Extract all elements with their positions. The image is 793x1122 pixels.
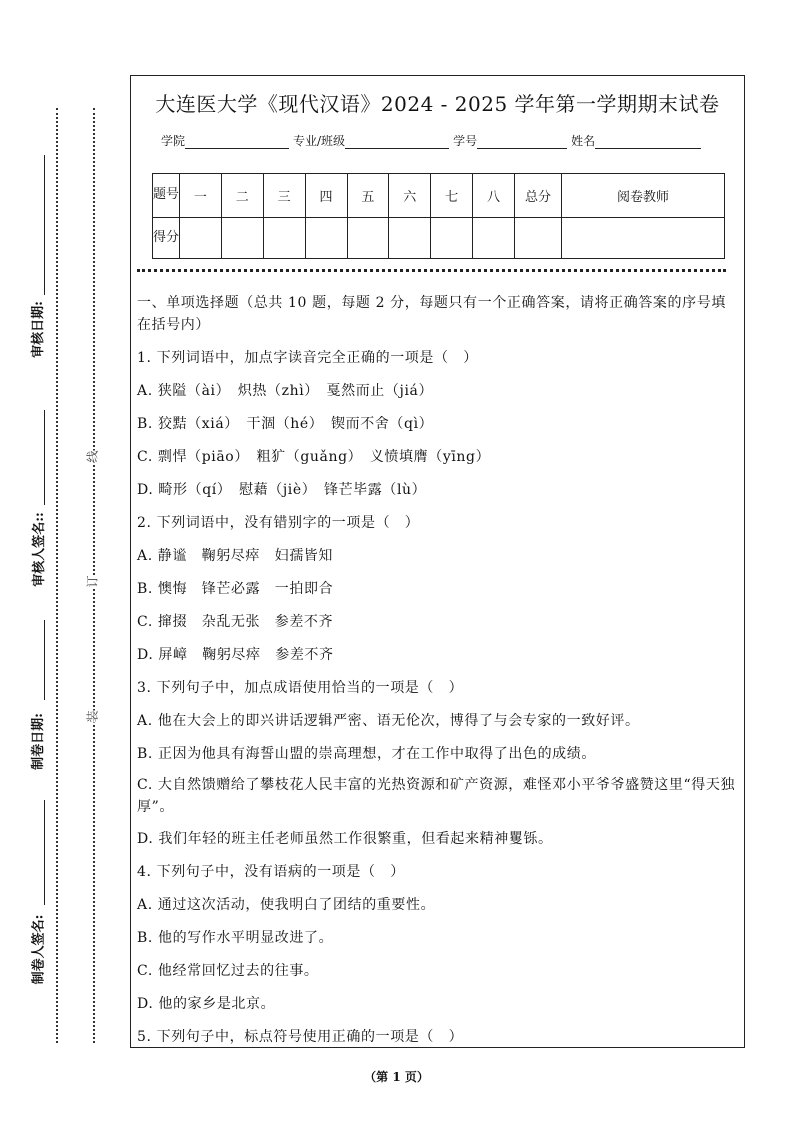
question-line: D. 我们年轻的班主任老师虽然工作很繁重，但看起来精神矍铄。 [137, 831, 553, 847]
header-cell: 二 [221, 174, 263, 218]
reviewer-sign-field[interactable] [44, 410, 45, 505]
score-cell[interactable] [347, 217, 389, 258]
header-cell: 四 [305, 174, 347, 218]
name-field[interactable] [595, 136, 701, 149]
question-line: 一、单项选择题（总共 10 题，每题 2 分，每题只有一个正确答案，请将正确答案的序号填在括号内） [137, 295, 726, 333]
question-line: 2. 下列词语中，没有错别字的一项是（ ） [137, 515, 420, 531]
score-cell[interactable] [562, 217, 725, 258]
college-field[interactable] [185, 136, 289, 149]
exam-title: 大连医大学《现代汉语》2024 - 2025 学年第一学期期末试卷 [155, 92, 720, 116]
header-cell: 一 [180, 174, 222, 218]
header-cell: 题号 [153, 174, 180, 218]
question-line: 4. 下列句子中，没有语病的一项是（ ） [137, 864, 405, 880]
review-date-label: 审核日期: [30, 301, 46, 358]
binding-char-xian: 线 [85, 450, 100, 463]
student-info-line [161, 132, 705, 149]
question-line: 3. 下列句子中，加点成语使用恰当的一项是（ ） [137, 680, 464, 696]
question-line: C. 大自然馈赠给了攀枝花人民丰富的光热资源和矿产资源，难怪邓小平爷爷盛赞这里“得天独厚”。 [137, 777, 736, 815]
question-line: B. 懊悔 锋芒必露 一拍即合 [137, 581, 334, 597]
question-line: C. 撺掇 杂乱无张 参差不齐 [137, 614, 334, 630]
score-cell[interactable] [515, 217, 562, 258]
make-date-label: 制卷日期: [30, 713, 46, 770]
field-label-id: 学号 [453, 134, 478, 148]
separator-dotted-line [137, 269, 726, 272]
review-date-field[interactable] [44, 155, 45, 295]
question-line: B. 狡黠（xiá） 干涸（hé） 锲而不舍（qì） [137, 416, 434, 432]
question-line: A. 他在大会上的即兴讲话逻辑严密、语无伦次，博得了与会专家的一致好评。 [137, 713, 640, 729]
question-line: 1. 下列词语中，加点字读音完全正确的一项是（ ） [137, 350, 478, 366]
maker-sign-field[interactable] [44, 800, 45, 905]
score-cell[interactable] [180, 217, 222, 258]
question-line: B. 正因为他具有海誓山盟的崇高理想，才在工作中取得了出色的成绩。 [137, 746, 596, 762]
make-date-field[interactable] [44, 620, 45, 700]
score-cell[interactable] [389, 217, 431, 258]
score-cell[interactable] [263, 217, 305, 258]
header-cell: 七 [431, 174, 473, 218]
binding-dotted-line-outer [56, 108, 58, 1043]
question-line: C. 他经常回忆过去的往事。 [137, 963, 319, 979]
field-label-name: 姓名 [571, 134, 596, 148]
question-line: A. 狭隘（ài） 炽热（zhì） 戛然而止（jiá） [137, 383, 434, 399]
header-cell: 阅卷教师 [562, 174, 725, 218]
score-cell[interactable] [305, 217, 347, 258]
maker-sign-label: 制卷人签名: [31, 914, 47, 985]
reviewer-sign-label: 审核人签名:: [31, 512, 47, 587]
major-class-field[interactable] [345, 136, 449, 149]
score-cell[interactable] [431, 217, 473, 258]
question-line: D. 畸形（qí） 慰藉（jiè） 锋芒毕露（lù） [137, 482, 427, 498]
question-line: D. 屏嶂 鞠躬尽瘁 参差不齐 [137, 647, 334, 663]
header-cell: 三 [263, 174, 305, 218]
student-id-field[interactable] [477, 136, 567, 149]
page-number: （第 1 页） [364, 1070, 429, 1084]
score-cell[interactable] [473, 217, 515, 258]
question-line: A. 通过这次活动，使我明白了团结的重要性。 [137, 897, 436, 913]
header-cell: 总分 [515, 174, 562, 218]
question-line: C. 剽悍（piāo） 粗犷（guǎng） 义愤填膺（yīng） [137, 449, 491, 465]
field-label-college: 学院 [161, 134, 186, 148]
score-table-score-row [153, 217, 725, 258]
score-table-header-row [153, 174, 725, 218]
header-cell: 六 [389, 174, 431, 218]
exam-frame [130, 75, 745, 1048]
question-line: A. 静谧 鞠躬尽瘁 妇孺皆知 [137, 548, 334, 564]
score-row-label: 得分 [153, 217, 180, 258]
header-cell: 八 [473, 174, 515, 218]
binding-char-zhuang: 装 [85, 710, 100, 723]
score-table [152, 173, 725, 259]
field-label-major: 专业/班级 [293, 134, 346, 148]
header-cell: 五 [347, 174, 389, 218]
question-line: B. 他的写作水平明显改进了。 [137, 930, 334, 946]
binding-char-ding: 订 [85, 575, 100, 588]
question-line: 5. 下列句子中，标点符号使用正确的一项是（ ） [137, 1029, 464, 1045]
question-line: D. 他的家乡是北京。 [137, 996, 276, 1012]
score-cell[interactable] [221, 217, 263, 258]
